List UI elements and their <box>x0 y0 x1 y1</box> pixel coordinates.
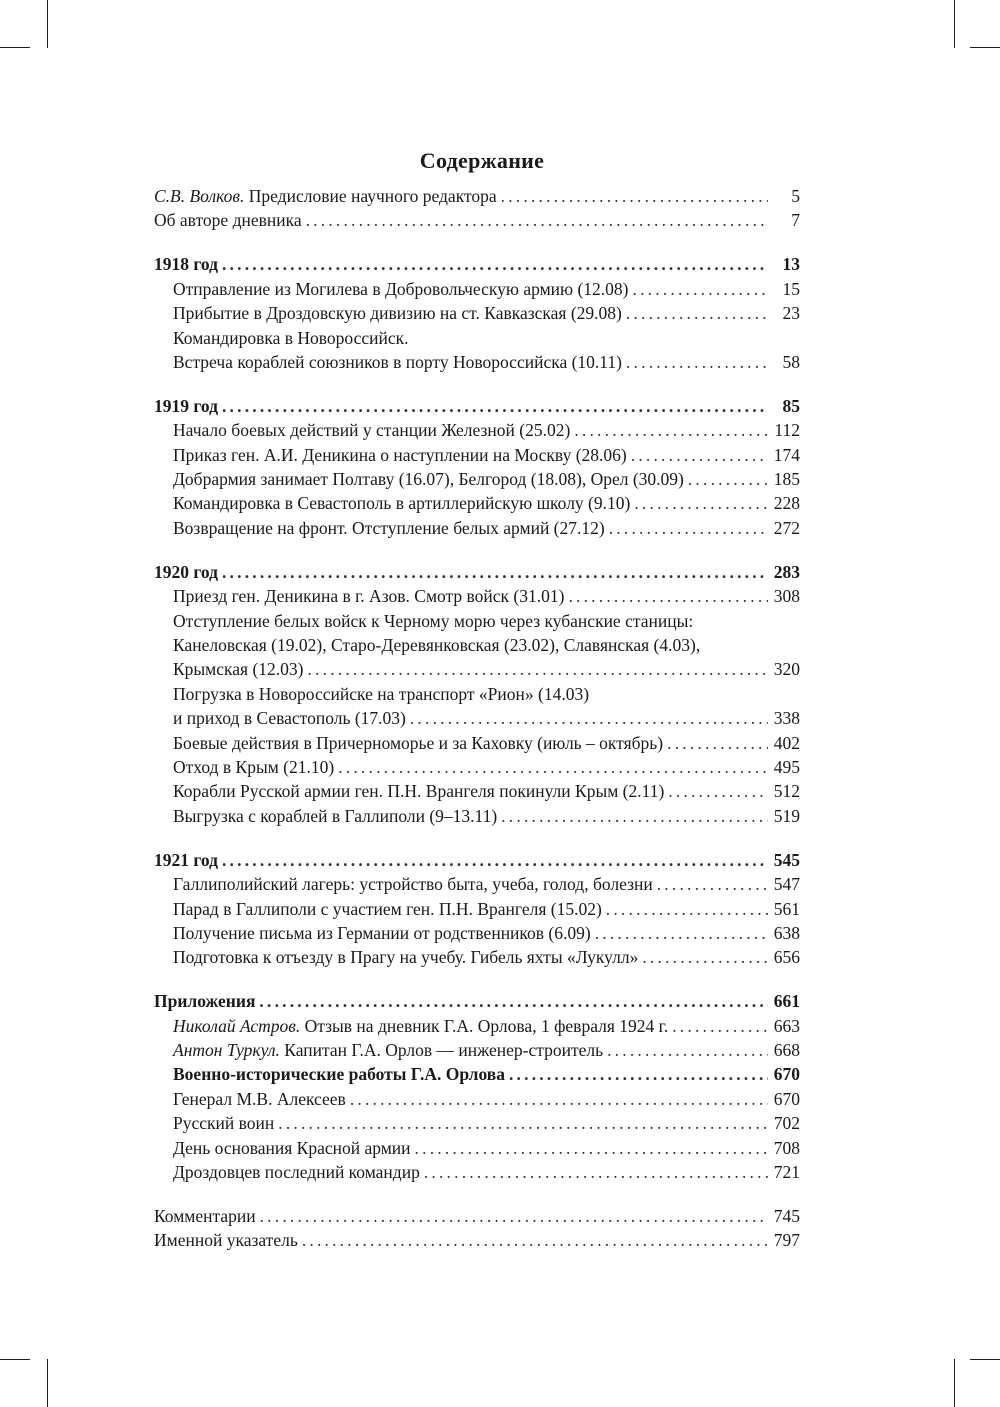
toc-entry-title <box>154 848 218 872</box>
toc-entry-title <box>173 1111 274 1135</box>
dot-leader <box>222 394 768 418</box>
toc-entry-text: Приложения <box>154 991 256 1012</box>
toc-entry-title <box>154 1204 256 1228</box>
toc-entry-title <box>173 418 570 442</box>
toc-entry-text: Отзыв на дневник Г.А. Орлова, 1 февраля 1924 г. <box>300 1015 669 1036</box>
dot-leader <box>424 1160 768 1184</box>
toc-entry <box>154 1228 800 1252</box>
toc-entry-text: Отступление белых войск к Черному морю через кубанские станицы: <box>173 610 694 631</box>
toc-entry-text: Приезд ген. Деникина в г. Азов. Смотр войск (31.01) <box>173 586 565 607</box>
toc-entry <box>154 945 800 969</box>
toc-entry-title <box>173 277 629 301</box>
toc-entry-title <box>173 779 664 803</box>
toc-entry-author: Николай Астров. <box>173 1015 301 1036</box>
toc-entry <box>154 779 800 803</box>
toc-page-number: 23 <box>782 303 800 324</box>
toc-entry-text: Встреча кораблей союзников в порту Новороссийска (10.11) <box>173 351 622 372</box>
toc-entry-text: Комментарии <box>154 1206 256 1227</box>
toc-entry <box>154 326 800 350</box>
toc-entry-text: Боевые действия в Причерноморье и за Каховку (июль – октябрь) <box>173 732 664 753</box>
toc-entry <box>154 516 800 540</box>
toc-entry-title <box>173 584 564 608</box>
dot-leader <box>222 848 768 872</box>
toc-entry-text: Подготовка к отъезду в Прагу на учебу. Гибель яхты «Лукулл» <box>173 947 639 968</box>
toc-entry-text: Парад в Галлиполи с участием ген. П.Н. Врангеля (15.02) <box>173 898 602 919</box>
crop-mark <box>970 1359 1000 1360</box>
toc-entry-text: Предисловие научного редактора <box>244 186 497 206</box>
toc-entry <box>154 989 800 1013</box>
crop-mark <box>954 1359 955 1407</box>
toc-entry-title <box>173 1038 603 1062</box>
toc-entry-title <box>173 326 408 350</box>
dot-leader <box>667 731 768 755</box>
toc-entry <box>154 394 800 418</box>
toc-page-number: 7 <box>791 210 800 231</box>
dot-leader <box>302 1228 768 1252</box>
dot-leader <box>222 560 768 584</box>
toc-entry-text: Отправление из Могилева в Добровольческую армию (12.08) <box>173 278 629 299</box>
toc-entry <box>154 208 800 232</box>
toc-entry <box>154 301 800 325</box>
page-title: Содержание <box>419 148 545 173</box>
dot-leader <box>259 989 768 1013</box>
toc-entry-text: 1921 год <box>154 849 218 870</box>
toc-entry <box>154 804 800 828</box>
toc-page-number: 174 <box>773 444 800 465</box>
toc-entry-title <box>173 633 700 657</box>
toc-page-number: 561 <box>773 898 800 919</box>
toc-entry-author: С.В. Волков. <box>154 186 245 206</box>
toc-entry-title <box>173 897 602 921</box>
toc-entry-text: Дроздовцев последний командир <box>173 1162 420 1183</box>
dot-leader <box>415 1136 768 1160</box>
toc-entry-text: Галлиполийский лагерь: устройство быта, учеба, голод, болезни <box>173 874 653 895</box>
dot-leader <box>222 252 768 276</box>
toc-page-number: 320 <box>773 659 800 680</box>
toc-entry <box>154 1087 800 1111</box>
toc-entry-title <box>173 350 622 374</box>
toc-entry-text: Выгрузка с кораблей в Галлиполи (9–13.11) <box>173 805 498 826</box>
toc-entry <box>154 1038 800 1062</box>
dot-leader <box>410 706 768 730</box>
toc-entry <box>154 560 800 584</box>
crop-mark <box>0 1359 30 1360</box>
toc-page-number: 519 <box>773 805 800 826</box>
toc-page-number: 402 <box>773 732 800 753</box>
toc-entry <box>154 1160 800 1184</box>
dot-leader <box>642 945 768 969</box>
toc-page-number: 708 <box>773 1137 800 1158</box>
toc-entry-title <box>173 706 406 730</box>
dot-leader <box>595 921 768 945</box>
toc-page-number: 338 <box>773 708 800 729</box>
table-of-contents <box>154 184 800 1253</box>
toc-entry-text: Получение письма из Германии от родственников (6.09) <box>173 922 591 943</box>
dot-leader <box>350 1087 768 1111</box>
toc-entry-title <box>154 252 218 276</box>
toc-page-number: 638 <box>773 922 800 943</box>
toc-entry-text: Возвращение на фронт. Отступление белых армий (27.12) <box>173 517 605 538</box>
toc-page-number: 308 <box>773 586 800 607</box>
toc-entry-title <box>173 1062 505 1086</box>
dot-leader <box>501 804 768 828</box>
toc-page-number: 185 <box>773 469 800 490</box>
toc-entry <box>154 184 800 208</box>
toc-entry-text: Генерал М.В. Алексеев <box>173 1088 346 1109</box>
toc-page-number: 283 <box>773 561 800 582</box>
toc-page-number: 797 <box>773 1230 800 1251</box>
toc-entry-title <box>173 491 630 515</box>
toc-entry <box>154 584 800 608</box>
toc-entry-text: Командировка в Новороссийск. <box>173 327 409 348</box>
toc-entry-text: Начало боевых действий у станции Железной (25.02) <box>173 420 571 441</box>
dot-leader <box>501 184 768 208</box>
toc-entry <box>154 609 800 633</box>
toc-entry-text: 1918 год <box>154 254 218 275</box>
dot-leader <box>626 350 768 374</box>
toc-entry-text: и приход в Севастополь (17.03) <box>173 708 406 729</box>
toc-entry <box>154 706 800 730</box>
toc-page-number: 702 <box>773 1113 800 1134</box>
toc-entry <box>154 277 800 301</box>
dot-leader <box>609 516 768 540</box>
toc-entry <box>154 443 800 467</box>
toc-entry-text: Русский воин <box>173 1113 275 1134</box>
dot-leader <box>631 443 768 467</box>
toc-entry-title <box>173 804 497 828</box>
toc-entry <box>154 252 800 276</box>
toc-page-number: 745 <box>773 1206 800 1227</box>
toc-entry <box>154 491 800 515</box>
toc-entry-text: Погрузка в Новороссийске на транспорт «Рион» (14.03) <box>173 683 590 704</box>
toc-entry-text: День основания Красной армии <box>173 1137 411 1158</box>
toc-entry-title <box>173 682 589 706</box>
toc-entry <box>154 755 800 779</box>
toc-page-number: 663 <box>773 1015 800 1036</box>
toc-page-number: 15 <box>782 278 800 299</box>
toc-page-number: 58 <box>782 351 800 372</box>
toc-entry-title <box>154 989 255 1013</box>
toc-entry <box>154 418 800 442</box>
toc-page-number: 547 <box>773 874 800 895</box>
dot-leader <box>633 277 769 301</box>
dot-leader <box>307 657 768 681</box>
toc-entry-title <box>173 301 622 325</box>
crop-mark <box>0 47 30 48</box>
toc-page-number: 13 <box>782 254 800 275</box>
toc-entry-text: 1919 год <box>154 395 218 416</box>
toc-entry-author: Антон Туркул. <box>173 1040 280 1061</box>
dot-leader <box>568 584 768 608</box>
toc-entry <box>154 921 800 945</box>
toc-entry-text: Об авторе дневника <box>154 210 302 231</box>
toc-entry-text: 1920 год <box>154 561 218 582</box>
toc-entry-title <box>173 1136 411 1160</box>
dot-leader <box>306 208 768 232</box>
toc-page-number: 661 <box>773 991 800 1012</box>
toc-entry-text: Именной указатель <box>154 1230 298 1251</box>
crop-mark <box>47 1359 48 1407</box>
toc-entry <box>154 633 800 657</box>
dot-leader <box>338 755 768 779</box>
toc-entry-title <box>173 1160 420 1184</box>
toc-entry <box>154 1136 800 1160</box>
toc-entry-title <box>173 945 638 969</box>
dot-leader <box>672 1014 768 1038</box>
toc-entry-title <box>173 609 693 633</box>
toc-page-number: 721 <box>773 1162 800 1183</box>
toc-entry-title <box>173 516 605 540</box>
crop-mark <box>954 0 955 48</box>
toc-entry-title <box>173 467 684 491</box>
toc-page-number: 656 <box>773 947 800 968</box>
toc-page-number: 512 <box>773 781 800 802</box>
toc-entry-text: Корабли Русской армии ген. П.Н. Врангеля покинули Крым (2.11) <box>173 781 665 802</box>
toc-page-number: 668 <box>773 1040 800 1061</box>
toc-entry <box>154 682 800 706</box>
dot-leader <box>607 1038 768 1062</box>
toc-entry-title <box>154 208 302 232</box>
toc-entry-text: Военно-исторические работы Г.А. Орлова <box>173 1064 505 1085</box>
toc-entry-text: Капитан Г.А. Орлов — инженер-строитель <box>279 1040 604 1061</box>
dot-leader <box>260 1204 768 1228</box>
crop-mark <box>970 47 1000 48</box>
dot-leader <box>668 779 768 803</box>
toc-entry-title <box>154 560 218 584</box>
toc-page-number: 112 <box>774 420 800 441</box>
toc-page-number: 670 <box>773 1088 800 1109</box>
toc-entry-text: Крымская (12.03) <box>173 659 304 680</box>
toc-entry <box>154 1204 800 1228</box>
toc-entry <box>154 848 800 872</box>
toc-page-number: 5 <box>791 186 800 206</box>
toc-entry-title <box>173 731 663 755</box>
toc-entry <box>154 1111 800 1135</box>
dot-leader <box>626 301 768 325</box>
toc-page-number: 670 <box>773 1064 800 1085</box>
dot-leader <box>657 872 768 896</box>
dot-leader <box>278 1111 768 1135</box>
toc-entry <box>154 657 800 681</box>
dot-leader <box>634 491 768 515</box>
toc-entry <box>154 467 800 491</box>
toc-entry-title <box>173 443 627 467</box>
toc-entry-title <box>173 755 334 779</box>
toc-page-number: 85 <box>782 395 800 416</box>
toc-entry-title <box>173 921 591 945</box>
toc-entry-text: Добрармия занимает Полтаву (16.07), Белгород (18.08), Орел (30.09) <box>173 469 684 490</box>
dot-leader <box>606 897 768 921</box>
toc-entry-text: Командировка в Севастополь в артиллерийскую школу (9.10) <box>173 493 631 514</box>
dot-leader <box>574 418 768 442</box>
toc-entry <box>154 897 800 921</box>
toc-entry <box>154 731 800 755</box>
toc-entry-title <box>154 1228 298 1252</box>
toc-page-number: 495 <box>773 756 800 777</box>
toc-page-number: 228 <box>773 493 800 514</box>
toc-entry-title <box>173 1014 668 1038</box>
toc-entry-text: Канеловская (19.02), Старо-Деревянковская (23.02), Славянская (4.03), <box>173 635 701 656</box>
dot-leader <box>509 1062 768 1086</box>
toc-entry <box>154 1062 800 1086</box>
toc-page-number: 545 <box>773 849 800 870</box>
toc-entry-title <box>154 184 497 208</box>
toc-entry-title <box>173 657 303 681</box>
dot-leader <box>688 467 768 491</box>
toc-page-number: 272 <box>773 517 800 538</box>
toc-entry-title <box>154 394 218 418</box>
toc-entry-text: Прибытие в Дроздовскую дивизию на ст. Кавказская (29.08) <box>173 303 622 324</box>
crop-mark <box>47 0 48 48</box>
toc-entry <box>154 350 800 374</box>
toc-entry-title <box>173 1087 346 1111</box>
toc-entry-text: Приказ ген. А.И. Деникина о наступлении на Москву (28.06) <box>173 444 627 465</box>
toc-entry-title <box>173 872 653 896</box>
toc-entry <box>154 872 800 896</box>
toc-entry-text: Отход в Крым (21.10) <box>173 756 335 777</box>
toc-entry <box>154 1014 800 1038</box>
